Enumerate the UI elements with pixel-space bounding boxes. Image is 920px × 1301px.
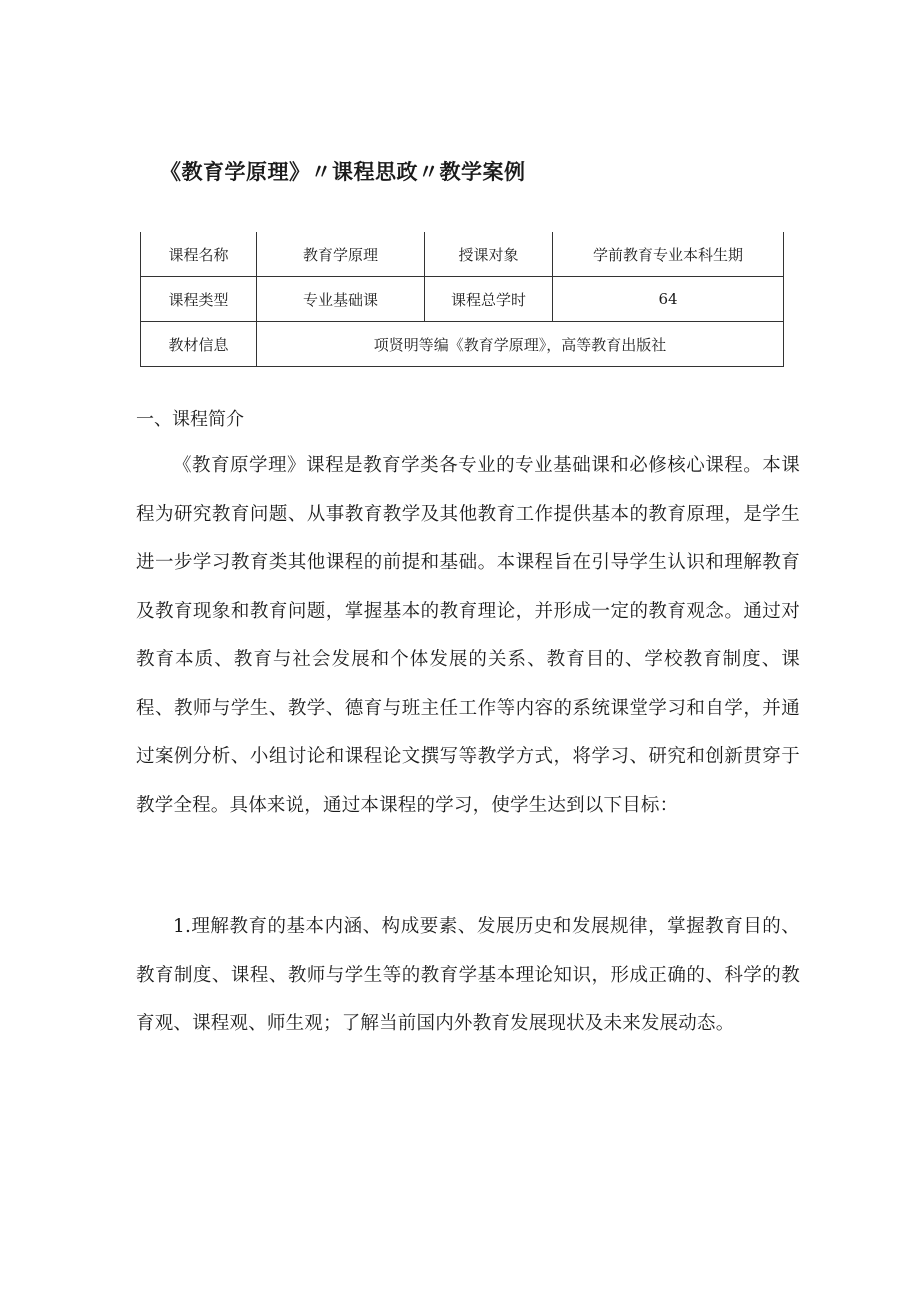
goal-paragraph: 1.理解教育的基本内涵、构成要素、发展历史和发展规律，掌握教育目的、教育制度、课程、教师与学生等的教育学基本理论知识，形成正确的、科学的教育观、课程观、师生观；了解当前国内外教育发展现状及未来发展动态。 bbox=[136, 916, 800, 1034]
table-cell-label: 教材信息 bbox=[141, 322, 257, 367]
table-cell-label: 课程类型 bbox=[141, 277, 257, 322]
table-cell-value: 学前教育专业本科生期 bbox=[553, 232, 784, 277]
page-title: 《教育学原理》〃课程思政〃教学案例 bbox=[160, 160, 526, 184]
table-cell-value: 专业基础课 bbox=[257, 277, 425, 322]
table-cell-value: 教育学原理 bbox=[257, 232, 425, 277]
table-cell-label: 课程名称 bbox=[141, 232, 257, 277]
table-cell-value: 项贤明等编《教育学原理》，高等教育出版社 bbox=[257, 322, 784, 367]
table-cell-value: 64 bbox=[553, 277, 784, 322]
table-cell-label: 课程总学时 bbox=[425, 277, 553, 322]
table-row bbox=[141, 322, 784, 367]
course-info-table bbox=[140, 232, 784, 367]
table-cell-label: 授课对象 bbox=[425, 232, 553, 277]
table-row bbox=[141, 232, 784, 277]
section-heading: 一、课程简介 bbox=[136, 409, 244, 430]
table-row bbox=[141, 277, 784, 322]
intro-paragraph: 《教育原学理》课程是教育学类各专业的专业基础课和必修核心课程。本课程为研究教育问题、从事教育教学及其他教育工作提供基本的教育原理，是学生进一步学习教育类其他课程的前提和基础。本课程旨在引导学生认识和理解教育及教育现象和教育问题，掌握基本的教育理论，并形成一定的教育观念。通过对教育本质、教育与社会发展和个体发展的关系、教育目的、学校教育制度、课程、教师与学生、教学、德育与班主任工作等内容的系统课堂学习和自学，并通过案例分析、小组讨论和课程论文撰写等教学方式，将学习、研究和创新贯穿于教学全程。具体来说，通过本课程的学习，使学生达到以下目标： bbox=[136, 455, 800, 816]
